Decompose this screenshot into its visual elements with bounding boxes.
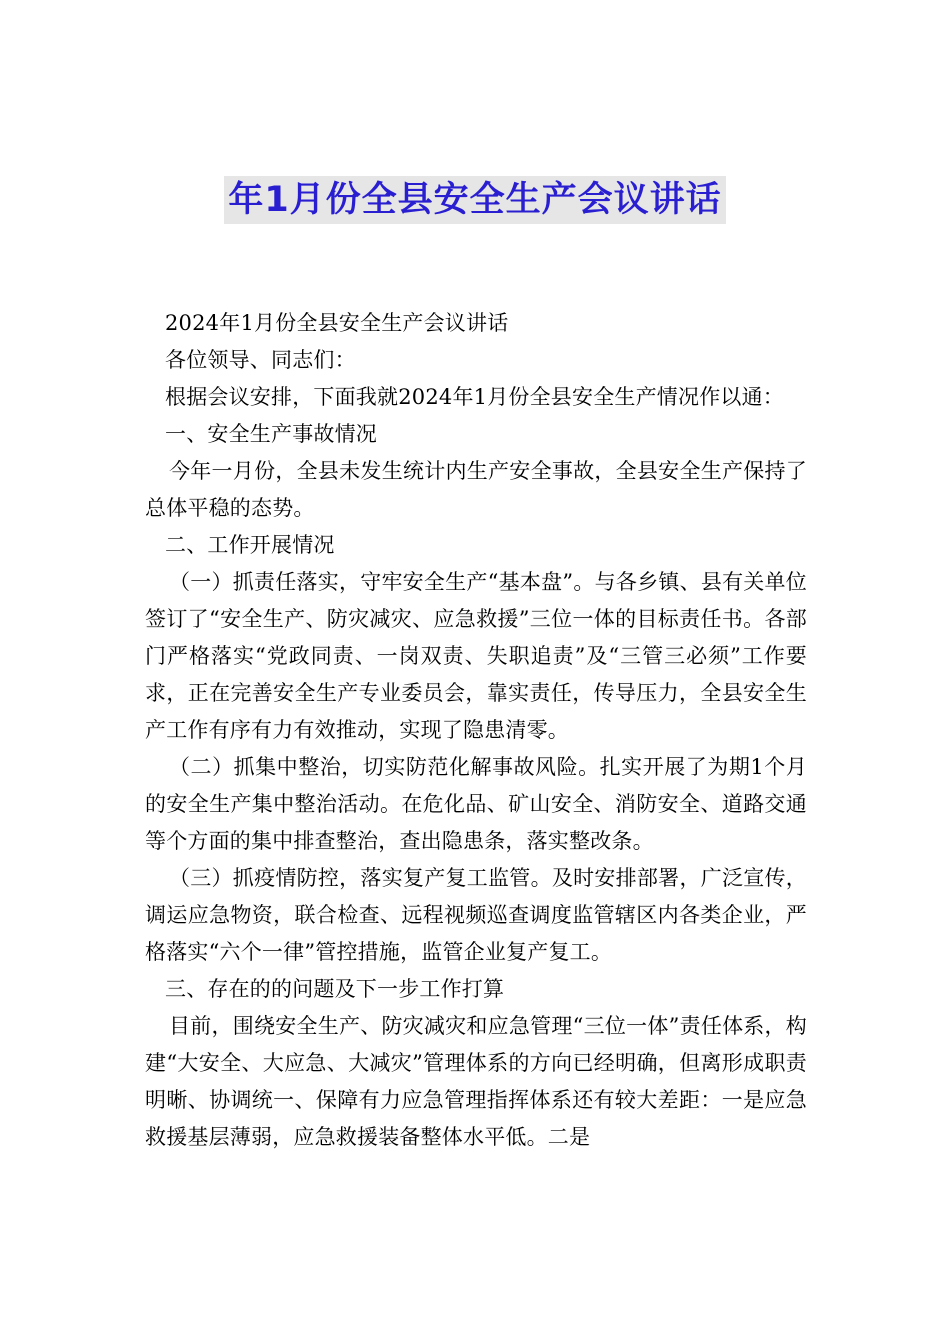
speech-heading: 2024年1月份全县安全生产会议讲话: [165, 311, 509, 335]
section-heading-accidents: 一、安全生产事故情况: [165, 422, 377, 446]
intro-paragraph: 根据会议安排，下面我就2024年1月份全县安全生产情况作以通：: [165, 385, 785, 409]
paragraph-accidents: 今年一月份，全县未发生统计内生产安全事故，全县安全生产保持了总体平稳的态势。: [145, 459, 807, 520]
paragraph-problems: 目前，围绕安全生产、防灾减灾和应急管理“三位一体”责任体系，构建“大安全、大应急、大减灾”管理体系的方向已经明确，但离形成职责明晰、协调统一、保障有力应急管理指挥体系还有较大差距：一是应急救援基层薄弱，应急救援装备整体水平低。二是: [145, 1014, 807, 1149]
salutation: 各位领导、同志们：: [165, 348, 356, 372]
paragraph-epidemic: （三）抓疫情防控，落实复产复工监管。及时安排部署，广泛宣传，调运应急物资，联合检查、远程视频巡查调度监管辖区内各类企业，严格落实“六个一律”管控措施，监管企业复产复工。: [145, 866, 807, 964]
document-title: 年1月份全县安全生产会议讲话: [224, 176, 725, 224]
paragraph-responsibility: （一）抓责任落实，守牢安全生产“基本盘”。与各乡镇、县有关单位签订了“安全生产、防灾减灾、应急救援”三位一体的目标责任书。各部门严格落实“党政同责、一岗双责、失职追责”及“三管三必须”工作要求，正在完善安全生产专业委员会，靠实责任，传导压力，全县安全生产工作有序有力有效推动，实现了隐患清零。: [145, 570, 807, 742]
section-heading-problems: 三、存在的的问题及下一步工作打算: [165, 977, 505, 1001]
paragraph-rectification: （二）抓集中整治，切实防范化解事故风险。扎实开展了为期1个月的安全生产集中整治活动。在危化品、矿山安全、消防安全、道路交通等个方面的集中排查整治，查出隐患条，落实整改条。: [145, 755, 807, 853]
document-body: [145, 305, 807, 1156]
title-block: [0, 176, 950, 224]
section-heading-work: 二、工作开展情况: [165, 533, 335, 557]
